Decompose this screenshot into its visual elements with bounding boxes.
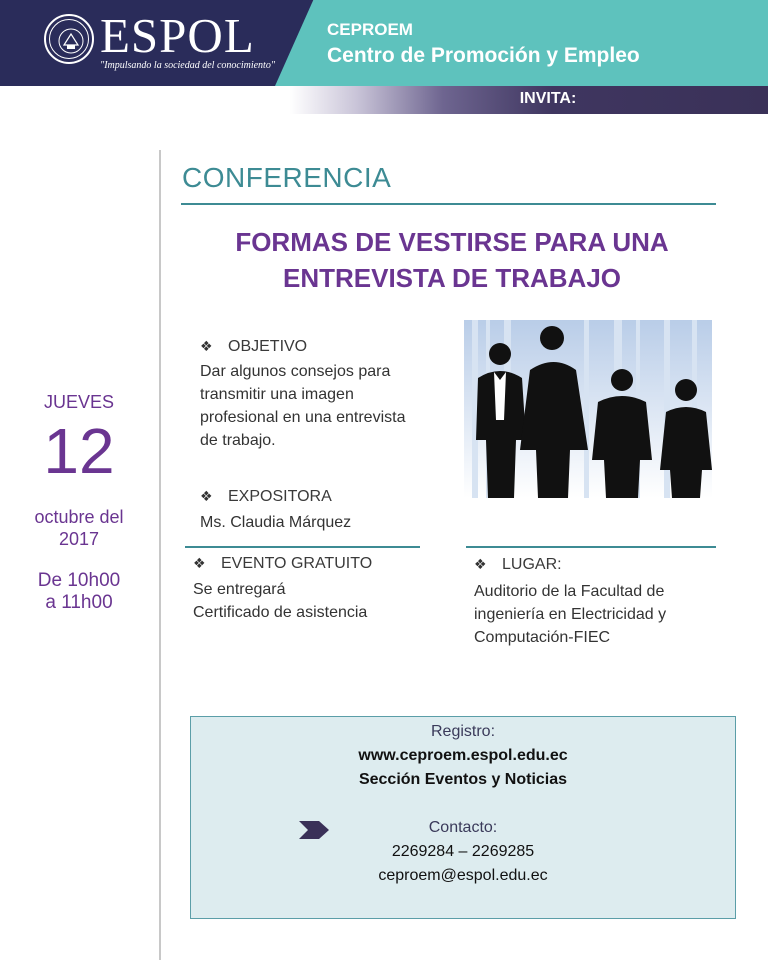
event-title-line2: ENTREVISTA DE TRABAJO	[282, 263, 622, 293]
business-people-silhouette-image	[464, 320, 712, 498]
event-day: 12	[43, 415, 115, 487]
objetivo-line: profesional en una entrevista	[200, 409, 406, 426]
event-time	[0, 570, 158, 614]
gratuito-heading	[193, 555, 372, 573]
event-month-year	[0, 506, 158, 550]
gratuito-body	[193, 578, 367, 624]
event-time-line2: a 11h00	[45, 592, 113, 613]
diamond-bullet-icon: ❖	[200, 488, 213, 504]
section-rule-right	[466, 546, 716, 548]
espol-seal-icon	[44, 14, 94, 64]
event-type: CONFERENCIA	[182, 162, 392, 193]
invita-bar	[290, 86, 768, 114]
org-short-name: CEPROEM	[327, 20, 413, 39]
diamond-bullet-icon: ❖	[193, 555, 206, 571]
event-month-line1: octubre del	[34, 507, 124, 527]
espol-logo-text: ESPOL	[100, 8, 255, 63]
gratuito-line: Se entregará	[193, 581, 286, 598]
event-title	[182, 224, 722, 296]
objetivo-heading-text: OBJETIVO	[228, 338, 308, 355]
invita-label: INVITA:	[519, 90, 577, 107]
lugar-body	[474, 580, 666, 649]
registration-box	[190, 716, 736, 919]
lugar-heading-text: LUGAR:	[502, 556, 562, 573]
event-month-line2: 2017	[58, 529, 100, 549]
objetivo-body	[200, 360, 405, 452]
objetivo-line: de trabajo.	[200, 432, 276, 449]
event-title-line1: FORMAS DE VESTIRSE PARA UNA	[235, 227, 669, 257]
objetivo-line: Dar algunos consejos para	[200, 363, 391, 380]
registro-section: Sección Eventos y Noticias	[358, 771, 568, 788]
diamond-bullet-icon: ❖	[200, 338, 213, 354]
expositora-heading-text: EXPOSITORA	[228, 488, 332, 505]
registro-url[interactable]: www.ceproem.espol.edu.ec	[358, 747, 568, 764]
lugar-line: Computación-FIEC	[474, 629, 611, 646]
diamond-bullet-icon: ❖	[474, 556, 487, 572]
conference-rule	[181, 203, 716, 205]
section-rule-left	[185, 546, 420, 548]
lugar-heading	[474, 556, 562, 574]
registro-label: Registro:	[430, 723, 496, 740]
gratuito-heading-text: EVENTO GRATUITO	[221, 555, 373, 572]
contact-phones: 2269284 – 2269285	[391, 843, 535, 860]
contact-email[interactable]: ceproem@espol.edu.ec	[378, 867, 548, 884]
gratuito-line: Certificado de asistencia	[193, 604, 368, 621]
vertical-divider	[159, 150, 161, 960]
lugar-line: Auditorio de la Facultad de	[474, 583, 665, 600]
espol-tagline: "Impulsando la sociedad del conocimiento"	[100, 60, 276, 71]
expositora-heading	[200, 488, 332, 506]
objetivo-heading	[200, 338, 307, 356]
event-time-line1: De 10h00	[37, 570, 121, 591]
event-weekday: JUEVES	[43, 392, 115, 412]
expositora-name: Ms. Claudia Márquez	[200, 514, 352, 531]
header-teal-band	[275, 0, 768, 86]
lugar-line: ingeniería en Electricidad y	[474, 606, 667, 623]
org-full-name: Centro de Promoción y Empleo	[327, 44, 640, 67]
objetivo-line: transmitir una imagen	[200, 386, 354, 403]
contacto-label: Contacto:	[428, 819, 498, 836]
header-banner	[0, 0, 768, 86]
